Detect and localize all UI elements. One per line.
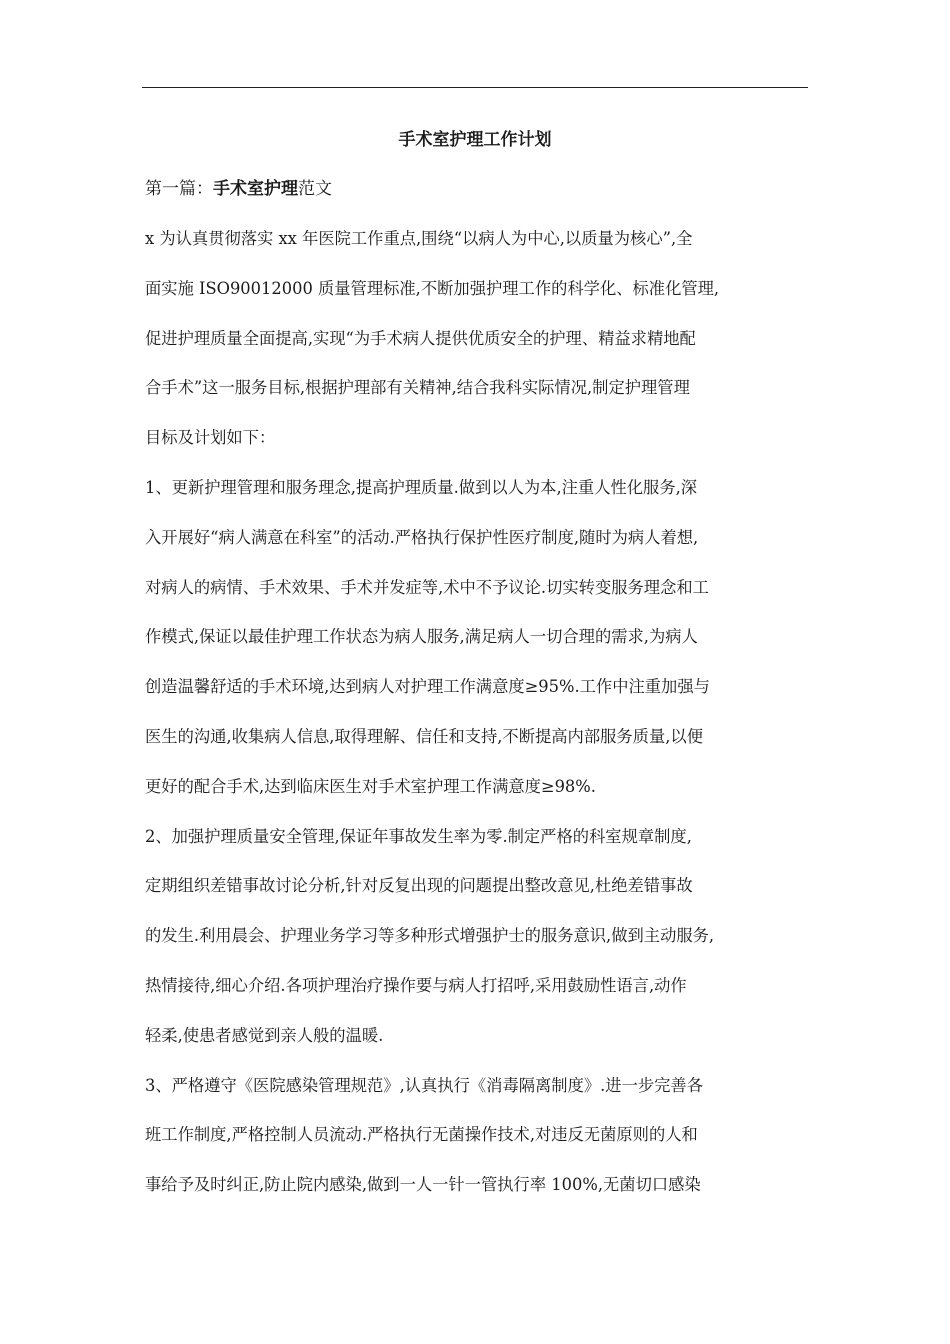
text-line: 创造温馨舒适的手术环境,达到病人对护理工作满意度≥95%.工作中注重加强与 [145,677,710,697]
text-line: 更好的配合手术,达到临床医生对手术室护理工作满意度≥98%. [145,776,596,796]
text-line: 事给予及时纠正,防止院内感染,做到一人一针一管执行率 100%,无菌切口感染 [145,1175,701,1195]
text-line: 班工作制度,严格控制人员流动.严格执行无菌操作技术,对违反无菌原则的人和 [145,1125,698,1145]
document-body [145,226,813,1222]
text-line: 促进护理质量全面提高,实现“为手术病人提供优质安全的护理、精益求精地配 [145,328,696,348]
document-title: 手术室护理工作计划 [398,130,552,150]
text-line: 医生的沟通,收集病人信息,取得理解、信任和支持,不断提高内部服务质量,以便 [145,726,703,746]
text-line: 的发生.利用晨会、护理业务学习等多种形式增强护士的服务意识,做到主动服务, [145,926,715,946]
text-line: 作模式,保证以最佳护理工作状态为病人服务,满足病人一切合理的需求,为病人 [145,627,698,647]
text-line: 目标及计划如下： [145,428,276,448]
heading-prefix: 第一篇： [145,179,213,199]
header-rule [142,87,808,88]
text-line: 入开展好“病人满意在科室”的活动.严格执行保护性医疗制度,随时为病人着想, [145,527,699,547]
text-line: 对病人的病情、手术效果、手术并发症等,术中不予议论.切实转变服务理念和工 [145,577,709,597]
text-line: 2、加强护理质量安全管理,保证年事故发生率为零.制定严格的科室规章制度, [145,826,692,846]
text-line: 热情接待,细心介绍.各项护理治疗操作要与病人打招呼,采用鼓励性语言,动作 [145,975,687,995]
text-line: 3、严格遵守《医院感染管理规范》,认真执行《消毒隔离制度》.进一步完善各 [145,1075,703,1095]
text-line: 1、更新护理管理和服务理念,提高护理质量.做到以人为本,注重人性化服务,深 [145,477,698,497]
text-line: 面实施 ISO90012000 质量管理标准,不断加强护理工作的科学化、标准化管理, [145,278,720,298]
text-line: x 为认真贯彻落实 xx 年医院工作重点,围绕“以病人为中心,以质量为核心”,全 [145,229,693,248]
heading-bold: 手术室护理 [213,179,298,199]
section-heading [145,176,332,202]
text-line: 轻柔,使患者感觉到亲人般的温暖. [145,1025,384,1045]
text-line: 定期组织差错事故讨论分析,针对反复出现的问题提出整改意见,杜绝差错事故 [145,876,693,896]
text-line: 合手术”这一服务目标,根据护理部有关精神,结合我科实际情况,制定护理管理 [145,378,690,398]
heading-suffix: 范文 [298,179,332,199]
